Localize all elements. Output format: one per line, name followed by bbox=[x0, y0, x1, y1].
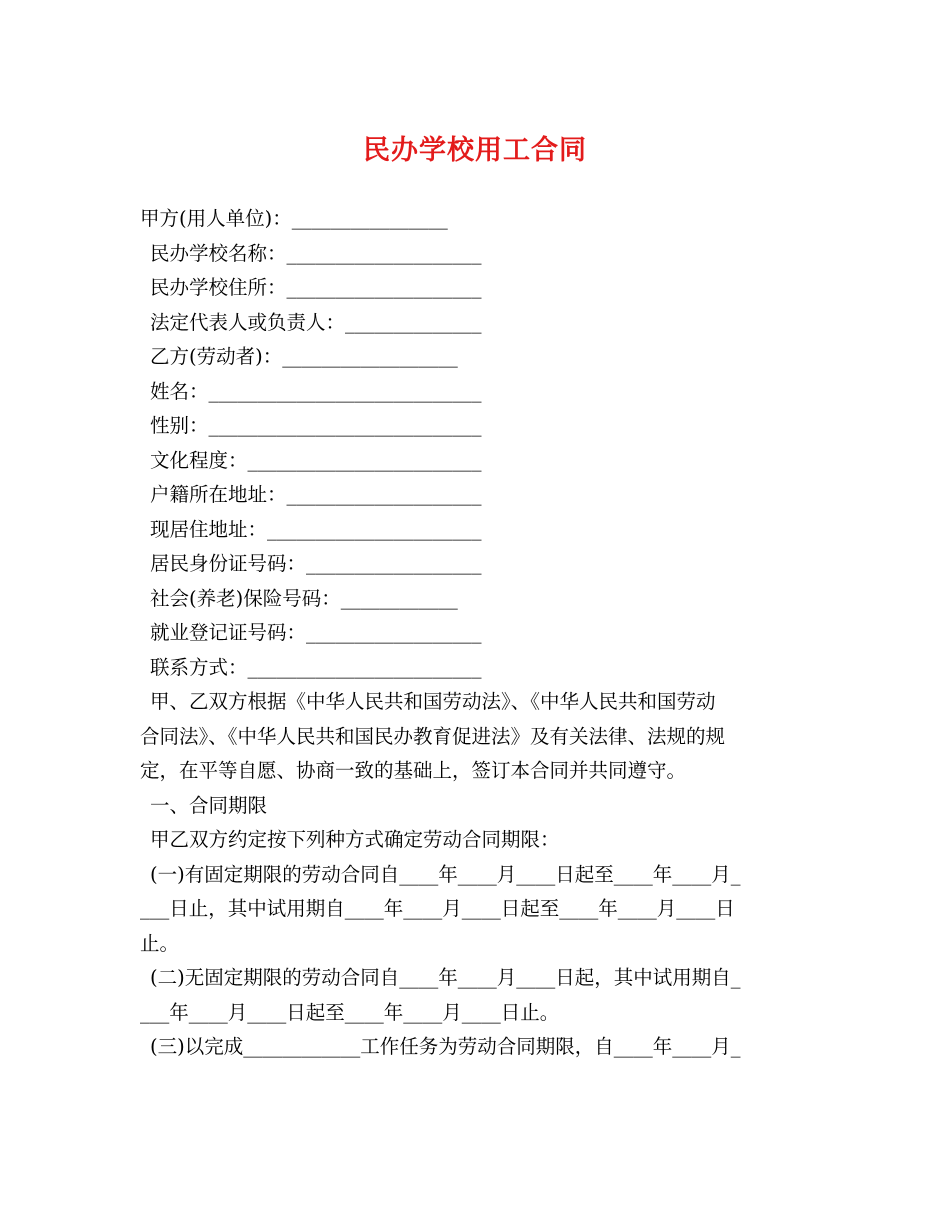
item2-line-1: (二)无固定期限的劳动合同自____年____月____日起，其中试用期自_ bbox=[150, 966, 741, 989]
contract-body bbox=[140, 202, 812, 1065]
legal-representative-field: 法定代表人或负责人：______________ bbox=[150, 310, 482, 334]
party-a-field: 甲方(用人单位)：________________ bbox=[140, 207, 448, 230]
school-name-field: 民办学校名称：____________________ bbox=[150, 241, 482, 265]
item3-line-1: (三)以完成____________工作任务为劳动合同期限，自____年____月_ bbox=[150, 1035, 741, 1058]
intro-line-1: 甲、乙双方根据《中华人民共和国劳动法》、《中华人民共和国劳动 bbox=[150, 690, 716, 713]
intro-line-2: 合同法》、《中华人民共和国民办教育促进法》及有关法律、法规的规 bbox=[140, 724, 726, 748]
intro-line-3: 定，在平等自愿、协商一致的基础上，签订本合同并共同遵守。 bbox=[140, 759, 687, 782]
current-address-field: 现居住地址：______________________ bbox=[150, 517, 482, 541]
insurance-number-field: 社会(养老)保险号码：____________ bbox=[150, 586, 458, 610]
document-title: 民办学校用工合同 bbox=[363, 135, 587, 166]
gender-field: 性别：____________________________ bbox=[150, 414, 482, 437]
item2-line-2: ___年____月____日起至____年____月____日止。 bbox=[140, 1000, 560, 1024]
employment-registration-field: 就业登记证号码：__________________ bbox=[150, 621, 482, 644]
name-field: 姓名：____________________________ bbox=[150, 379, 482, 403]
item1-line-2: ___日止，其中试用期自____年____月____日起至____年____月____日 bbox=[140, 897, 735, 920]
party-b-field: 乙方(劳动者)：__________________ bbox=[150, 345, 458, 368]
household-address-field: 户籍所在地址：____________________ bbox=[150, 483, 482, 506]
id-number-field: 居民身份证号码：__________________ bbox=[150, 552, 482, 575]
section-lead: 甲乙双方约定按下列种方式确定劳动合同期限： bbox=[150, 828, 560, 851]
item1-line-1: (一)有固定期限的劳动合同自____年____月____日起至____年____月_ bbox=[150, 862, 741, 886]
school-address-field: 民办学校住所：____________________ bbox=[150, 276, 482, 299]
education-field: 文化程度：________________________ bbox=[150, 448, 482, 472]
section-heading: 一、合同期限 bbox=[150, 793, 268, 817]
contact-field: 联系方式：________________________ bbox=[150, 655, 482, 679]
item1-line-3: 止。 bbox=[140, 931, 180, 955]
